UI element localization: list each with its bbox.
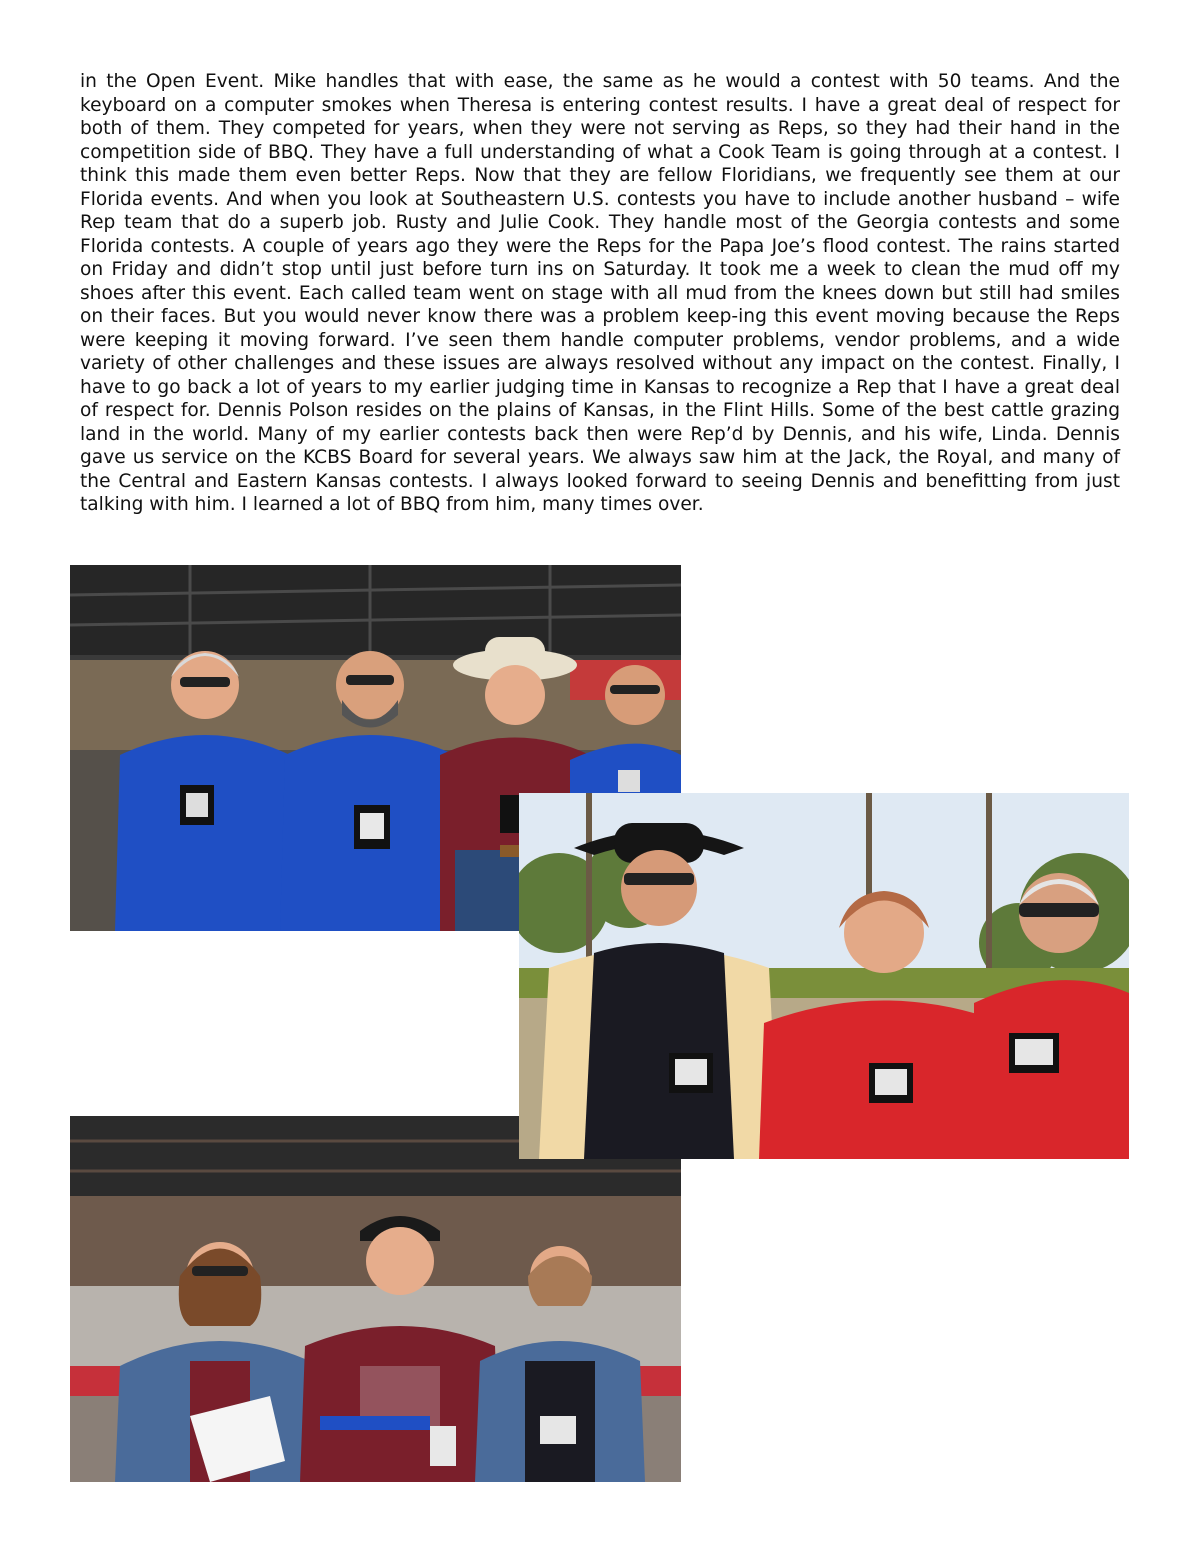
article-paragraph: in the Open Event. Mike handles that with ease, the same as he would a contest with 50 teams. And the keyboard on a computer smokes when Theresa is entering contest results. I have a great deal of respect for both of them. They competed for years, when they were not serving as Reps, so they had their hand in the competition side of BBQ. They have a full understanding of what a Cook Team is going through at a contest. I think this made them even better Reps. Now that they are fellow Floridians, we frequently see them at our Florida events. And when you look at Southeastern U.S. contests you have to include another husband – wife Rep team that do a superb job. Rusty and Julie Cook. They handle most of the Georgia contests and some Florida contests. A couple of years ago they were the Reps for the Papa Joe’s flood contest. The rains started on Friday and didn’t stop until just before turn ins on Saturday. It took me a week to clean the mud off my shoes after this event. Each called team went on stage with all mud from the knees down but still had smiles on their faces. But you would never know there was a problem keep-ing this event moving because the Reps were keeping it moving forward. I’ve seen them handle computer problems, vendor problems, and a wide variety of other challenges and these issues are always resolved without any impact on the contest. Finally, I have to go back a lot of years to my earlier judging time in Kansas to recognize a Rep that I have a great deal of respect for. Dennis Polson resides on the plains of Kansas, in the Flint Hills. Some of the best cattle grazing land in the world. Many of my earlier contests back then were Rep’d by Dennis, and his wife, Linda. Dennis gave us service on the KCBS Board for several years. We always saw him at the Jack, the Royal, and many of the Central and Eastern Kansas contests. I always looked forward to seeing Dennis and benefitting from just talking with him. I learned a lot of BBQ from him, many times over. [80, 71, 1120, 515]
photo-three-judges-indoor [70, 1116, 681, 1482]
photo-three-reps-outdoor [519, 793, 1129, 1159]
